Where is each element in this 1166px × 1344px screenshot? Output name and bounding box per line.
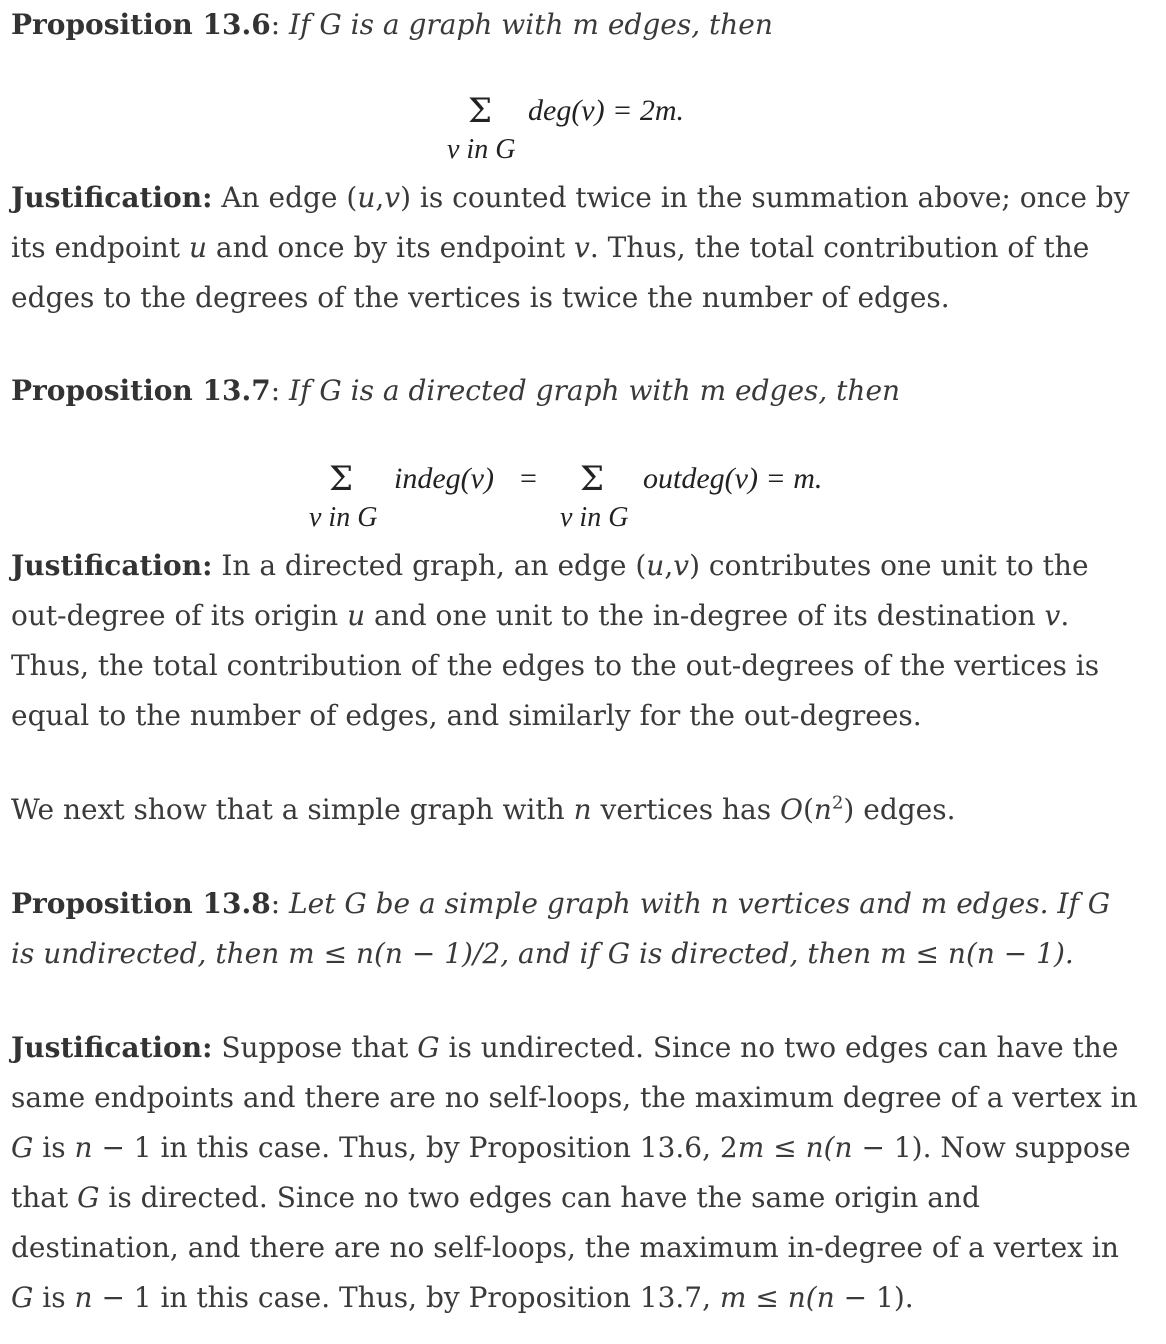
var: n [573, 793, 592, 826]
text: In a directed graph, an edge ( [212, 549, 647, 582]
colon: : [270, 374, 281, 407]
proposition-13-7-heading [11, 366, 1141, 416]
var: u [357, 181, 376, 214]
var: v [384, 181, 401, 214]
var: n [813, 793, 832, 826]
sigma-symbol: Σ [329, 459, 354, 499]
var: u [188, 231, 207, 264]
text: , [375, 181, 385, 214]
proposition-label: Proposition 13.8 [11, 887, 271, 920]
justification-label: Justification: [11, 181, 213, 214]
text: vertices has [591, 793, 781, 826]
proposition-statement: If G is a graph with m edges, then [289, 8, 773, 41]
text: . Thus, the total contribution of the edges to the out-degrees of the vertices is equal to the number of edges, and similarly for the out-degrees. [11, 599, 1100, 732]
formula-indeg: indeg(v) [394, 462, 494, 495]
justification-label: Justification: [11, 1031, 213, 1064]
var: v [574, 231, 590, 264]
proposition-13-6-heading [11, 0, 1141, 50]
big-o: O [780, 793, 803, 826]
colon: : [270, 8, 281, 41]
text: − 1). Now suppose that [11, 1131, 1131, 1214]
formula-subscript: v in G [447, 134, 516, 165]
proposition-label: Proposition 13.7 [11, 374, 271, 407]
var: m [719, 1281, 747, 1314]
proposition-13-8 [11, 879, 1141, 979]
text: − 1 in this case. Thus, by Proposition 13.6, 2 [92, 1131, 738, 1164]
text: An edge ( [212, 181, 358, 214]
justification-13-7 [11, 541, 1141, 741]
text: ≤ [746, 1281, 788, 1314]
exponent: 2 [831, 792, 844, 814]
text: is [33, 1131, 75, 1164]
var: G [11, 1131, 34, 1164]
var: v [673, 549, 690, 582]
proposition-statement: If G is a directed graph with m edges, then [289, 374, 901, 407]
text: ) edges. [843, 793, 956, 826]
var: n [74, 1131, 93, 1164]
var: m [737, 1131, 765, 1164]
justification-13-6 [11, 173, 1141, 323]
var: n [74, 1281, 93, 1314]
text: is undirected. Since no two edges can have the same endpoints and there are no self-loops, the maximum degree of a vertex in [11, 1031, 1138, 1114]
var: n(n [805, 1131, 853, 1164]
text: and one unit to the in-degree of its destination [365, 599, 1045, 632]
text: , [664, 549, 674, 582]
formula-equals: = [520, 462, 537, 495]
text: ) is counted twice in the summation above; once by its endpoint [11, 181, 1130, 264]
transition-sentence [11, 785, 1141, 835]
formula-outdeg: outdeg(v) = m. [643, 462, 823, 495]
sigma-symbol: Σ [468, 91, 493, 131]
formula-subscript: v in G [309, 502, 378, 533]
var: u [347, 599, 366, 632]
proposition-label: Proposition 13.6 [11, 8, 271, 41]
text: We next show that a simple graph with [11, 793, 574, 826]
formula-subscript: v in G [560, 502, 629, 533]
text: and once by its endpoint [206, 231, 575, 264]
text: ( [802, 793, 814, 826]
text: . Thus, the total contribution of the edges to the degrees of the vertices is twice the number of edges. [11, 231, 1090, 314]
text: Suppose that [212, 1031, 418, 1064]
text: − 1 in this case. Thus, by Proposition 13.7, [92, 1281, 720, 1314]
formula-expression: deg(v) = 2m. [528, 94, 685, 127]
var: v [1044, 599, 1061, 632]
text: is directed. Since no two edges can have the same origin and destination, and there are no self-loops, the maximum in-degree of a vertex in [11, 1181, 1119, 1264]
justification-13-8 [11, 1023, 1141, 1323]
colon: : [270, 887, 281, 920]
sigma-symbol: Σ [580, 459, 605, 499]
text: is [33, 1281, 75, 1314]
var: n(n [787, 1281, 835, 1314]
var: G [417, 1031, 440, 1064]
text: − 1). [834, 1281, 914, 1314]
justification-label: Justification: [11, 549, 213, 582]
text: ) contributes one unit to the out-degree of its origin [11, 549, 1089, 632]
var: G [77, 1181, 100, 1214]
var: G [11, 1281, 34, 1314]
var: u [646, 549, 665, 582]
proposition-statement: Let G be a simple graph with n vertices and m edges. If G is undirected, then m ≤ n(n − 1)/2, and if G is directed, then m ≤ n(n − 1). [11, 887, 1111, 970]
text: ≤ [764, 1131, 806, 1164]
